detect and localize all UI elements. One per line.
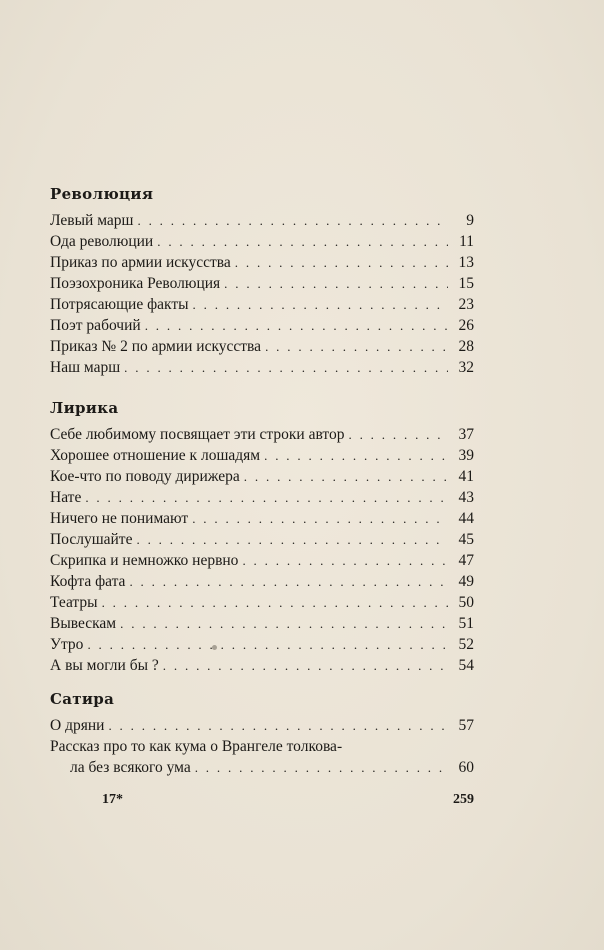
dot-leader	[145, 315, 448, 336]
entry-page: 28	[458, 338, 474, 355]
entry-page: 11	[459, 233, 474, 250]
toc-entry	[50, 529, 474, 550]
entry-page: 44	[458, 510, 474, 527]
dot-leader	[129, 571, 448, 592]
dot-leader	[264, 445, 448, 466]
entry-title: Театры	[50, 594, 98, 611]
toc-entry	[50, 273, 474, 294]
entry-title: О дряни	[50, 717, 105, 734]
entry-title-line-2: ла без всякого ума	[70, 759, 191, 776]
page-number: 259	[453, 792, 474, 807]
entry-page: 15	[458, 275, 474, 292]
entry-page: 47	[458, 552, 474, 569]
entry-title: Поэзохроника Революция	[50, 275, 221, 292]
toc-entry	[50, 294, 474, 315]
ink-spot	[212, 645, 217, 650]
toc-entry	[50, 424, 474, 445]
entry-title: Приказ по армии искусства	[50, 254, 231, 271]
entry-title: Поэт рабочий	[50, 317, 141, 334]
entry-page: 49	[458, 573, 474, 590]
dot-leader	[87, 634, 448, 655]
entry-title: Левый марш	[50, 212, 134, 229]
entry-title-line-1: Рассказ про то как кума о Врангеле толкова-	[50, 738, 343, 755]
toc-entry	[50, 315, 474, 336]
dot-leader	[224, 273, 448, 294]
dot-leader	[120, 613, 448, 634]
section-heading: Революция	[50, 185, 154, 203]
dot-leader	[85, 487, 448, 508]
entry-page: 41	[458, 468, 474, 485]
entry-page: 32	[458, 359, 474, 376]
toc-entry	[50, 252, 474, 273]
toc-entry	[50, 634, 474, 655]
toc-entry	[50, 757, 474, 778]
toc-entry	[50, 357, 474, 378]
dot-leader	[244, 466, 448, 487]
entry-page: 43	[458, 489, 474, 506]
entry-title: Ода революции	[50, 233, 154, 250]
section-heading: Лирика	[50, 399, 119, 417]
entry-title: Наш марш	[50, 359, 121, 376]
dot-leader	[108, 715, 448, 736]
entry-page: 50	[458, 594, 474, 611]
toc-entry	[50, 445, 474, 466]
entry-title: Утро	[50, 636, 84, 653]
toc-entry	[50, 655, 474, 676]
entry-title: Кофта фата	[50, 573, 126, 590]
entry-page: 60	[458, 759, 474, 776]
entry-page: 13	[458, 254, 474, 271]
dot-leader	[235, 252, 448, 273]
toc-section-lyrics	[50, 398, 474, 676]
toc-entry	[50, 487, 474, 508]
dot-leader	[124, 357, 448, 378]
entry-page: 37	[458, 426, 474, 443]
entry-page: 23	[458, 296, 474, 313]
dot-leader	[136, 529, 448, 550]
toc-section-revolution	[50, 184, 474, 378]
entry-title: Приказ № 2 по армии искусства	[50, 338, 262, 355]
toc-entry	[50, 466, 474, 487]
toc-entry	[50, 508, 474, 529]
dot-leader	[195, 757, 448, 778]
dot-leader	[193, 294, 448, 315]
entry-page: 51	[458, 615, 474, 632]
entry-title: Кое-что по поводу дирижера	[50, 468, 240, 485]
entry-title: Вывескам	[50, 615, 117, 632]
entry-title: Нате	[50, 489, 82, 506]
entry-title: Хорошее отношение к лошадям	[50, 447, 261, 464]
toc-entry	[50, 231, 474, 252]
dot-leader	[192, 508, 448, 529]
dot-leader	[137, 210, 448, 231]
dot-leader	[102, 592, 448, 613]
dot-leader	[348, 424, 448, 445]
toc-entry	[50, 550, 474, 571]
entry-title: Потрясающие факты	[50, 296, 189, 313]
toc-entry	[50, 571, 474, 592]
entry-title: Себе любимому посвящает эти строки автор	[50, 426, 345, 443]
dot-leader	[242, 550, 448, 571]
toc-entry	[50, 613, 474, 634]
toc-entry	[50, 336, 474, 357]
toc-entry	[50, 210, 474, 231]
entry-page: 54	[458, 657, 474, 674]
dot-leader	[157, 231, 448, 252]
section-heading: Сатира	[50, 690, 115, 708]
entry-page: 52	[458, 636, 474, 653]
entry-page: 39	[458, 447, 474, 464]
signature-mark: 17*	[102, 792, 123, 807]
entry-page: 26	[458, 317, 474, 334]
entry-title: Скрипка и немножко нервно	[50, 552, 239, 569]
entry-page: 57	[458, 717, 474, 734]
toc-entry	[50, 592, 474, 613]
entry-page: 45	[458, 531, 474, 548]
dot-leader	[265, 336, 448, 357]
entry-page: 9	[466, 212, 474, 229]
entry-title: Ничего не понимают	[50, 510, 189, 527]
page-footer	[102, 792, 474, 808]
dot-leader	[163, 655, 448, 676]
toc-entry	[50, 715, 474, 736]
entry-title: А вы могли бы ?	[50, 657, 159, 674]
toc-section-satire	[50, 689, 474, 778]
entry-title: Послушайте	[50, 531, 133, 548]
